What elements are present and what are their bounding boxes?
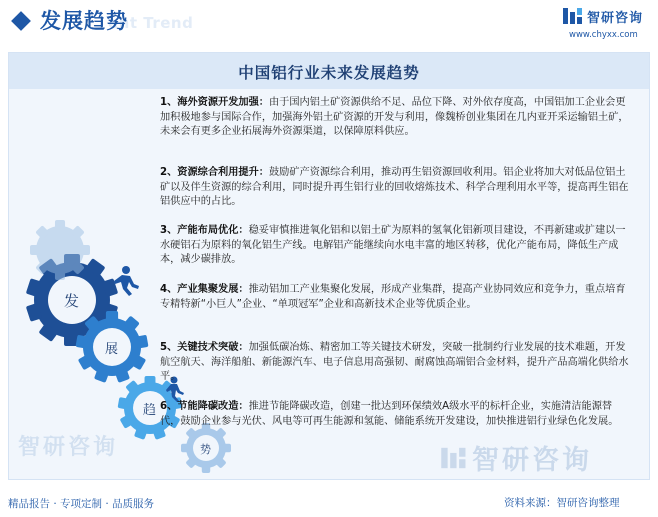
brand-url[interactable]: www.chyxx.com xyxy=(569,30,638,40)
item-heading: 3、产能布局优化： xyxy=(160,225,249,236)
bottom-watermark xyxy=(440,438,592,477)
gear-label-2: 展 xyxy=(105,342,119,357)
gear-label-1: 发 xyxy=(64,292,80,310)
brand-name: 智研咨询 xyxy=(587,10,644,26)
footer-slogan: 精品报告 · 专项定制 · 品质服务 xyxy=(8,498,155,510)
list-item xyxy=(160,283,632,312)
item-heading: 1、海外资源开发加强： xyxy=(160,97,269,108)
page-footer xyxy=(0,488,658,517)
item-heading: 2、资源综合利用提升： xyxy=(160,167,269,178)
item-text: 由于国内铝土矿资源供给不足、品位下降、对外依存度高，中国铝加工企业会更加积极地参与国际合作，加强海外铝土矿资源的开发与利用，像魏桥创业集团在几内亚开采运输铝土矿，未来会有更多企业拓展海外资源渠道，以保障原料供应。 xyxy=(160,97,629,137)
side-watermark: 智研咨询 xyxy=(18,435,119,460)
gear-label-4: 势 xyxy=(200,443,211,456)
page-title: 发展趋势 xyxy=(40,9,128,33)
footer-source: 资料来源：智研咨询整理 xyxy=(504,497,620,509)
runner-figure-icon xyxy=(114,266,139,296)
list-item xyxy=(160,166,632,210)
bottom-watermark-text: 智研咨询 xyxy=(472,445,592,476)
item-text: 稳妥审慎推进氧化铝和以铝土矿为原料的氢氧化铝新项目建设，不再新建或扩建以一水硬铝石为原料的氧化铝生产线。电解铝产能继续向水电丰富的地区转移，优化产能布局，降低生产成本，减少碳排放。 xyxy=(160,225,626,265)
item-heading: 5、关键技术突破： xyxy=(160,342,249,353)
list-item xyxy=(160,400,632,429)
gear-back-icon xyxy=(30,220,90,280)
list-item xyxy=(160,341,632,385)
item-text: 推动铝加工产业集聚化发展，形成产业集群，提高产业协同效应和竞争力，重点培育专精特新“小巨人”企业、“单项冠军”企业和高新技术企业等优质企业。 xyxy=(160,284,626,310)
item-text: 推进节能降碳改造，创建一批达到环保绩效A级水平的标杆企业，实施清洁能源替代，鼓励企业参与光伏、风电等可再生能源和氢能、储能系统开发建设，加快推进铝行业绿色化发展。 xyxy=(160,401,619,427)
item-text: 加强低碳冶炼、精密加工等关键技术研发，突破一批制约行业发展的技术难题，开发航空航天、海洋船舶、新能源汽车、电子信息用高强韧、耐腐蚀高端铝合金材料，提升产品高端化供给水平。 xyxy=(160,342,629,382)
panel-title: 中国铝行业未来发展趋势 xyxy=(238,63,420,82)
list-item xyxy=(160,224,632,268)
list-item xyxy=(160,96,632,140)
item-heading: 4、产业集聚发展： xyxy=(160,284,249,295)
header-watermark: ent Trend xyxy=(108,14,194,32)
gear-label-3: 趋 xyxy=(143,403,157,418)
item-heading: 6、节能降碳改造： xyxy=(160,401,249,412)
watermark-logo-icon xyxy=(440,445,468,471)
item-text: 鼓励矿产资源综合利用，推动再生铝资源回收利用。铝企业将加大对低品位铝土矿以及伴生资源的综合利用，同时提升再生铝行业的回收熔炼技术、科学合理利用水平等，提高再生铝在铝供应中的占比。 xyxy=(160,167,629,207)
